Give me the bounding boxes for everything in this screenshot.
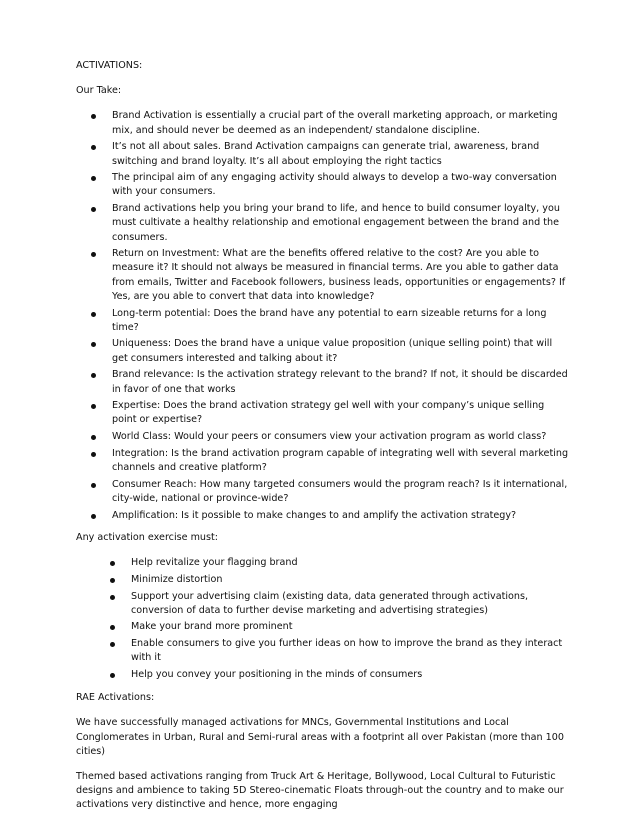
list-item-text: Return on Investment: What are the benefits offered relative to the cost? Are you able to measure it? It should not always be measured in financial terms. Are you able to gather data from emails, Twitter and Facebook followers, business leads, opportunities or engagements? If Yes, are you able to convert that data into knowledge? [112,248,566,302]
bullet-icon [110,673,115,678]
bullet-icon [91,514,96,519]
bullet-icon [91,373,96,378]
rae-activations-label: RAE Activations: [76,692,155,704]
list-item [76,202,570,245]
list-item-text: Help revitalize your flagging brand [131,557,298,569]
list-item-text: Help you convey your positioning in the minds of consumers [131,669,423,681]
bullet-icon [91,404,96,409]
bullet-icon [91,145,96,150]
list-item-text: Enable consumers to give you further ideas on how to improve the brand as they interact with it [131,638,563,664]
bullet-icon [91,252,96,257]
list-item [76,368,570,396]
list-item [76,247,570,304]
list-item [76,556,570,570]
bullet-icon [91,435,96,440]
list-item [76,573,570,587]
list-item-text: Amplification: Is it possible to make changes to and amplify the activation strategy? [112,509,517,521]
list-item [76,140,570,168]
list-item [76,171,570,199]
bullet-icon [91,483,96,488]
list-item-text: Make your brand more prominent [131,621,293,633]
list-item-text: Uniqueness: Does the brand have a unique value proposition (unique selling point) that will get consumers interested and talking about it? [112,338,553,364]
list-item-text: Consumer Reach: How many targeted consumers would the program reach? Is it international, city-wide, national or province-wide? [112,478,568,504]
list-item-text: Expertise: Does the brand activation strategy gel well with your company’s unique selling point or expertise? [112,400,545,426]
our-take-label: Our Take: [76,85,122,97]
list-item [76,590,570,618]
list-item [76,430,570,444]
list-item [76,307,570,335]
list-item-text: Minimize distortion [131,573,223,585]
list-item [76,109,570,137]
any-activation-label: Any activation exercise must: [76,531,218,543]
list-item [76,637,570,665]
list-item [76,337,570,365]
bullet-icon [110,578,115,583]
list-item-text: Long-term potential: Does the brand have any potential to earn sizeable returns for a long time? [112,307,547,333]
take-bullet-list [76,109,570,522]
bullet-icon [91,176,96,181]
list-item [76,478,570,506]
bullet-icon [91,312,96,317]
managed-activations-paragraph: We have successfully managed activations for MNCs, Governmental Institutions and Local Conglomerates in Urban, Rural and Semi-rural areas with a footprint all over Pakistan (more than 100 cities) [76,717,564,757]
list-item-text: It’s not all about sales. Brand Activation campaigns can generate trial, awareness, brand switching and brand loyalty. It’s all about employing the right tactics [112,141,540,167]
list-item-text: Brand Activation is essentially a crucial part of the overall marketing approach, or marketing mix, and should never be deemed as an independent/ standalone discipline. [112,110,558,136]
list-item-text: World Class: Would your peers or consumers view your activation program as world class? [112,431,547,443]
bullet-icon [91,114,96,119]
list-item-text: Integration: Is the brand activation program capable of integrating well with several marketing channels and creative platform? [112,447,569,474]
list-item [76,509,570,523]
must-bullet-list [76,556,570,682]
bullet-icon [91,342,96,347]
list-item [76,447,570,475]
list-item [76,668,570,682]
list-item [76,620,570,634]
bullet-icon [110,642,115,647]
list-item-text: Brand activations help you bring your brand to life, and hence to build consumer loyalty, you must cultivate a healthy relationship and emotional engagement between the brand and the consumers. [112,203,560,243]
bullet-icon [91,452,96,457]
section-heading: ACTIVATIONS: [76,60,143,71]
themed-activations-paragraph: Themed based activations ranging from Truck Art & Heritage, Bollywood, Local Cultural to Futuristic designs and ambience to taking 5D Stereo-cinematic Floats through-out the country and to make our activations very distinctive and hence, more engaging [76,771,564,811]
document-body [76,59,570,824]
list-item-text: Brand relevance: Is the activation strategy relevant to the brand? If not, it should be discarded in favor of one that works [112,369,568,395]
bullet-icon [91,207,96,212]
bullet-icon [110,561,115,566]
bullet-icon [110,595,115,600]
list-item-text: Support your advertising claim (existing data, data generated through activations, conversion of data to further devise marketing and advertising strategies) [131,590,529,616]
list-item [76,399,570,427]
bullet-icon [110,625,115,630]
list-item-text: The principal aim of any engaging activity should always to develop a two-way conversation with your consumers. [112,172,557,198]
